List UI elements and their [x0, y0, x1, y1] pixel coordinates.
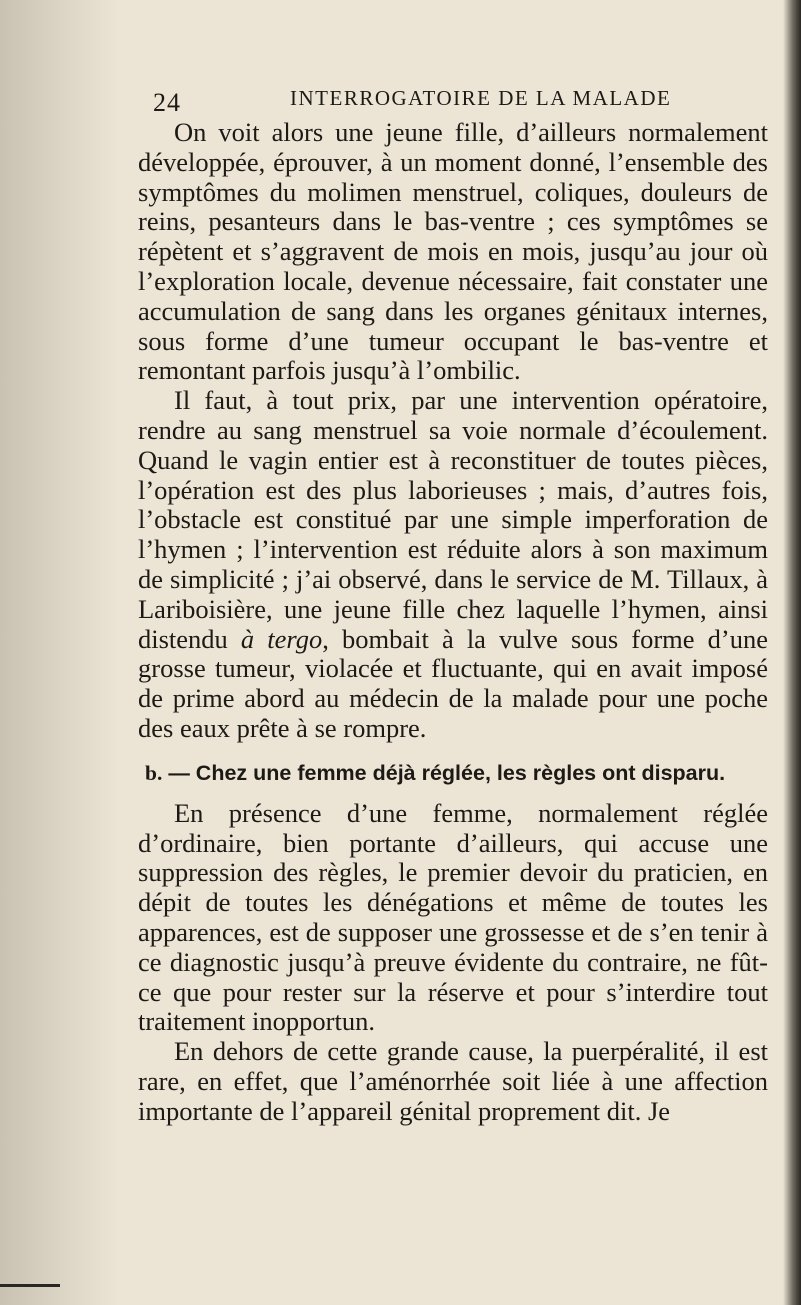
page-gutter-left: [0, 0, 120, 1305]
paragraph: [138, 386, 768, 744]
paragraph: En dehors de cette grande cause, la puerpéralité, il est rare, en effet, que l’aménorrhée soit liée à une affection importante de l’appareil génital proprement dit. Je: [138, 1036, 768, 1126]
paragraph-text: Il faut, à tout prix, par une intervention opératoire, rendre au sang menstruel sa voie normale d’écoulement. Quand le vagin entier est à reconstituer de toutes pièces, l’opération est des plus laborieuses ; mais, d’autres fois, l’obstacle est constitué par une simple imperforation de l’hymen ; l’intervention est réduite alors à son maximum de simplicité ; j’ai observé, dans le service de M. Tillaux, à Lariboisière, une jeune fille chez laquelle l’hymen, ainsi distendu: [138, 385, 768, 654]
section-letter: b.: [145, 760, 163, 785]
page-body: [138, 118, 768, 1127]
latin-phrase: à tergo: [240, 623, 323, 654]
paragraph-text: , bombait à la vulve sous forme d’une grosse tumeur, violacée et fluctuante, qui en avait imposé de prime abord au médecin de la malade pour une poche des eaux prête à se rompre.: [138, 623, 768, 743]
running-head: INTERROGATOIRE DE LA MALADE: [290, 86, 672, 110]
section-heading-text: — Chez une femme déjà réglée, les règles ont disparu.: [162, 760, 726, 785]
section-heading: [138, 760, 768, 787]
page-binding-edge: [783, 0, 801, 1305]
paragraph: On voit alors une jeune fille, d’ailleurs normalement développée, éprouver, à un moment donné, l’ensemble des symptômes du molimen menstruel, coliques, douleurs de reins, pesanteurs dans le bas-ventre ; ces symptômes se répètent et s’aggravent de mois en mois, jusqu’au jour où l’exploration locale, devenue nécessaire, fait constater une accumulation de sang dans les organes génitaux internes, sous forme d’une tumeur occupant le bas-ventre et remontant parfois jusqu’à l’ombilic.: [138, 117, 768, 386]
page-number: 24: [153, 88, 181, 117]
page-edge-mark: [0, 1284, 60, 1287]
paragraph: En présence d’une femme, normalement réglée d’ordinaire, bien portante d’ailleurs, qui accuse une suppression des règles, le premier devoir du praticien, en dépit de toutes les dénégations et même de toutes les apparences, est de supposer une grossesse et de s’en tenir à ce diagnostic jusqu’à preuve évidente du contraire, ne fût-ce que pour rester sur la réserve et pour s’interdire tout traitement inopportun.: [138, 797, 768, 1037]
